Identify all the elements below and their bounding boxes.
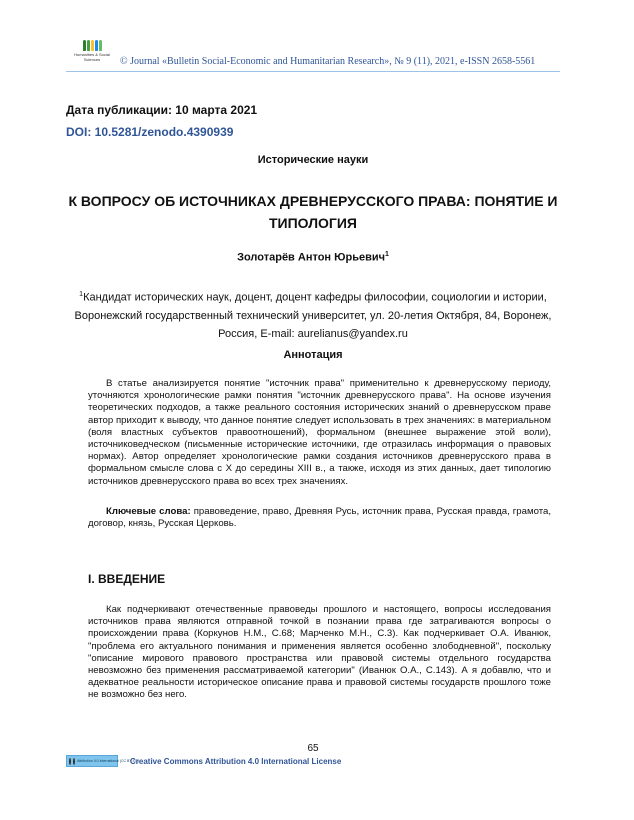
article-title: К ВОПРОСУ ОБ ИСТОЧНИКАХ ДРЕВНЕРУССКОГО ПРАВА: ПОНЯТИЕ И ТИПОЛОГИЯ <box>68 193 558 231</box>
journal-logo <box>66 40 118 62</box>
author-superscript: 1 <box>384 251 389 258</box>
affiliation-superscript: 1 <box>79 291 84 298</box>
author-affiliation <box>72 286 554 343</box>
intro-paragraph: Как подчеркивают отечественные правоведы прошлого и настоящего, вопросы исследования источников права являются отправной точкой в познании права где затрагиваются вопросы о происхождении права (Коркунов Н.М., С.68; Марченко М.Н., С.3). Как подчеркивает О.А. Иванюк, "проблема его актуального понимания и применения является особенно злободневной", поскольку "описание мирового правового пространства или правовой системы отдельного государства невозможно без применения рассматриваемой категории" (Иванюк О.А., С.143). А я добавлю, что и адекватное реальности историческое описание права и правовой системы государств прошлого тоже не возможно без него. <box>88 604 551 701</box>
logo-text: Humanities & Social Sciences <box>74 52 110 62</box>
abstract-text: В статье анализируется понятие "источник права" применительно к древнерусскому периоду, уточняются хронологические рамки понятия "источник древнерусского права". На основе изучения теоретических подходов, а также реального состояния исторических знаний о древнерусском праве автор приходит к выводу, что данное понятие следует использовать в трех значениях: в материальном (воля властных субъектов правоотношений), формальном (внешнее выражение этой воли), источниковедческом (письменные исторические источники, где отразилась информация о правовых нормах). Автор определяет хронологические рамки создания источников древнерусского права в формальном смысле слова с X до середины XIII в., а также, исходя из этих данных, дает типологию источников древнерусского права во всех трех значениях. <box>88 378 551 487</box>
intro-heading: I. ВВЕДЕНИЕ <box>88 572 166 586</box>
author-name-text: Золотарёв Антон Юрьевич <box>237 251 385 264</box>
author-name <box>66 251 560 264</box>
section-title: Исторические науки <box>257 154 369 166</box>
journal-citation: © Journal «Bulletin Social-Economic and Humanitarian Research», № 9 (11), 2021, e-ISSN 2658-5561 <box>120 56 536 67</box>
cc-badge-text: Attribution 4.0 International (CC BY 4.0) <box>77 759 139 763</box>
cc-license-badge[interactable] <box>66 755 139 767</box>
keywords-paragraph <box>88 506 551 530</box>
page-number: 65 <box>307 743 319 754</box>
header-divider <box>66 71 560 72</box>
license-link[interactable]: Creative Commons Attribution 4.0 International License <box>130 757 342 766</box>
doi-link[interactable]: DOI: 10.5281/zenodo.4390939 <box>66 125 234 139</box>
keywords-label: Ключевые слова: <box>106 506 191 517</box>
logo-figures-icon <box>66 40 118 52</box>
affiliation-text: Кандидат исторических наук, доцент, доцент кафедры философии, социологии и истории, Воронежский государственный технический университет, ул. 20-летия Октября, 84, Воронеж, Россия, E-mail: aurelianus@yandex.ru <box>74 291 552 340</box>
keywords-text: правоведение, право, Древняя Русь, источник права, Русская правда, грамота, договор, князь, Русская Церковь. <box>88 506 551 530</box>
publication-date: Дата публикации: 10 марта 2021 <box>66 103 258 117</box>
abstract-heading: Аннотация <box>283 349 343 361</box>
by-icon <box>73 758 75 765</box>
cc-icon <box>69 758 71 765</box>
